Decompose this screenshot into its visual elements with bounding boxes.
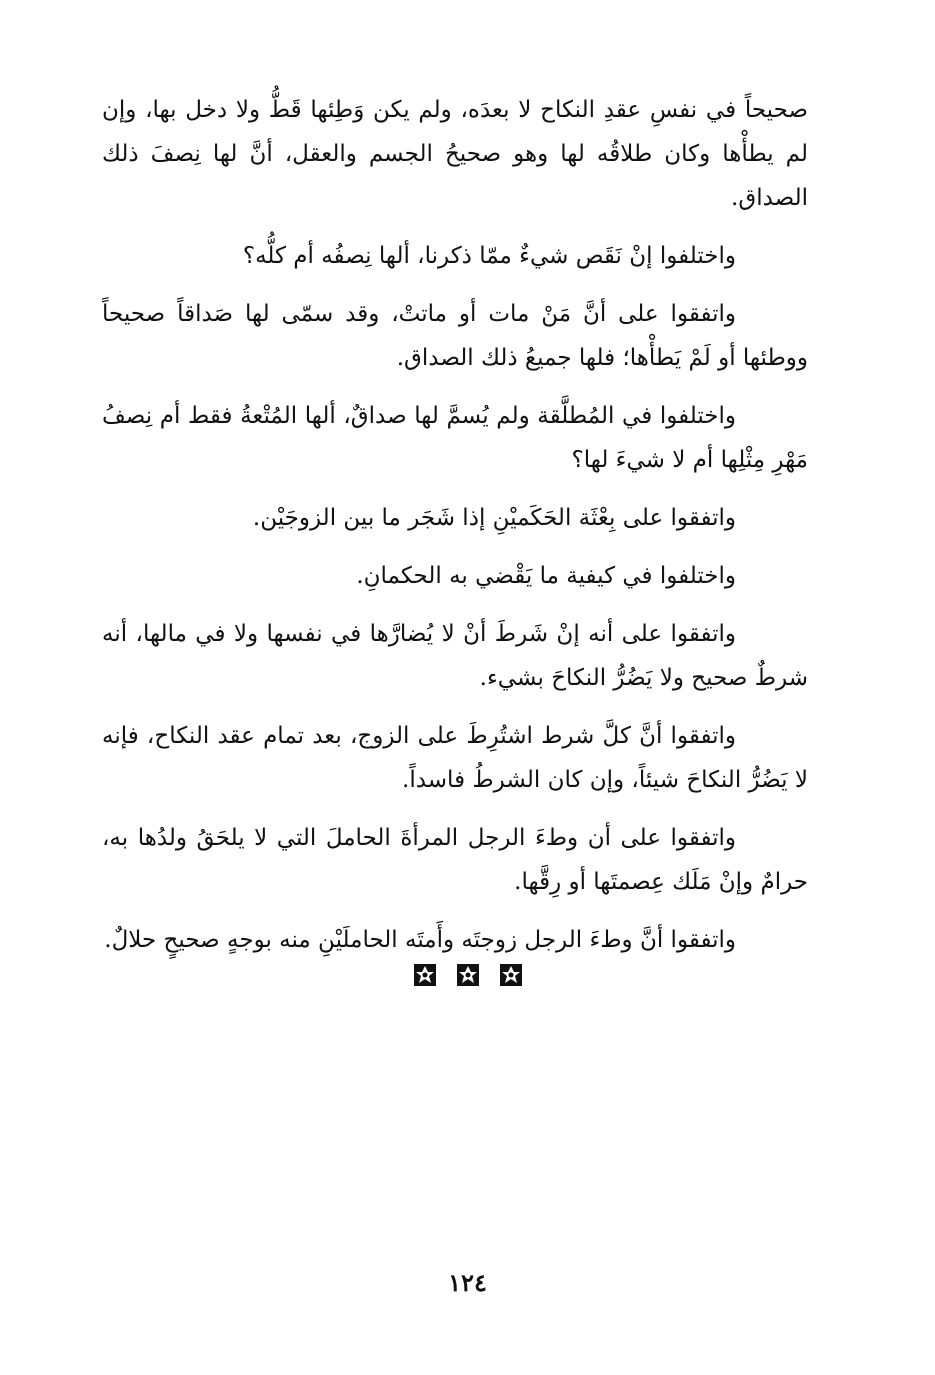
paragraph: واتفقوا أنَّ كلَّ شرط اشتُرِطَ على الزوج، بعد تمام عقد النكاح، فإنه لا يَضُرُّ النكاحَ شيئاً، وإن كان الشرطُ فاسداً. [102, 723, 808, 793]
paragraph: واختلفوا في كيفية ما يَقْضي به الحكمانِ. [356, 563, 736, 589]
paragraph: واختلفوا في المُطلَّقة ولم يُسمَّ لها صداقٌ، ألها المُتْعةُ فقط أم نِصفُ مَهْرِ مِثْلِها أم لا شيءَ لها؟ [102, 403, 808, 473]
paragraph: واتفقوا على أن وطءَ الرجل المرأةَ الحاملَ التي لا يلحَقُ ولدُها به، حرامٌ وإنْ مَلَك عِصمتَها أو رِقَّها. [102, 825, 808, 895]
page-number: ١٢٤ [448, 1268, 487, 1297]
paragraph-continuation: صحيحاً في نفسِ عقدِ النكاح لا بعدَه، ولم يكن وَطِئها قَطُّ ولا دخل بها، وإن لم يطأْها وكان طلاقُه لها وهو صحيحُ الجسم والعقل، أنَّ لها نِصفَ ذلك الصداق. [102, 97, 808, 211]
paragraph: واتفقوا على أنه إنْ شَرطَ أنْ لا يُضارَّها في نفسها ولا في مالها، أنه شرطٌ صحيح ولا يَضُرُّ النكاحَ بشيء. [102, 621, 808, 691]
floral-ornament-icon [499, 963, 523, 987]
floral-ornament-icon [413, 963, 437, 987]
floral-ornament-icon [456, 963, 480, 987]
paragraph: واتفقوا على أنَّ مَنْ مات أو ماتتْ، وقد سمّى لها صَداقاً صحيحاً ووطئها أو لَمْ يَطأْها؛ فلها جميعُ ذلك الصداق. [102, 301, 808, 371]
section-divider-ornament [0, 960, 935, 990]
paragraph: واختلفوا إنْ نَقَص شيءٌ ممّا ذكرنا، ألها نِصفُه أم كلُّه؟ [242, 243, 736, 269]
paragraph: واتفقوا على بِعْثَة الحَكَميْنِ إذا شَجَر ما بين الزوجَيْن. [252, 505, 736, 531]
body-text [102, 88, 808, 976]
paragraph: واتفقوا أنَّ وطءَ الرجل زوجتَه وأَمتَه الحاملَيْنِ منه بوجهٍ صحيحٍ حلالٌ. [104, 927, 736, 953]
